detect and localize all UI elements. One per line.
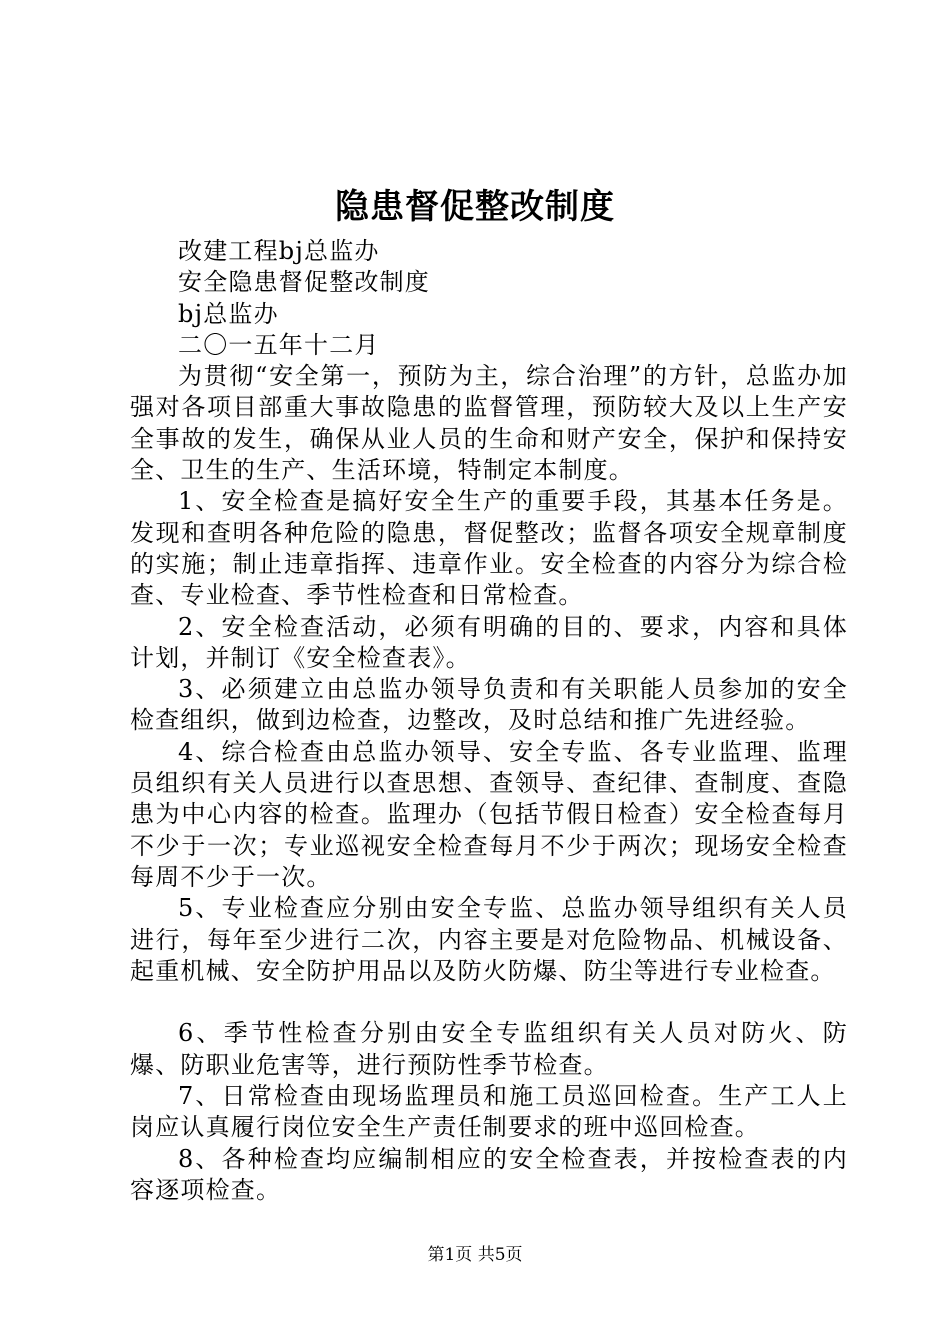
paragraph-item-8: 8、各种检查均应编制相应的安全检查表，并按检查表的内容逐项检查。 <box>130 1144 848 1204</box>
paragraph-item-3: 3、必须建立由总监办领导负责和有关职能人员参加的安全检查组织，做到边检查，边整改，及时总结和推广先进经验。 <box>130 675 848 735</box>
header-line-office: bj总监办 <box>178 299 279 328</box>
page-number-footer: 第1页 共5页 <box>427 1245 523 1265</box>
paragraph-item-2: 2、安全检查活动，必须有明确的目的、要求，内容和具体计划，并制订《安全检查表》。 <box>130 612 848 672</box>
document-title: 隐患督促整改制度 <box>335 187 615 227</box>
paragraph-item-5: 5、专业检查应分别由安全专监、总监办领导组织有关人员进行，每年至少进行二次，内容主要是对危险物品、机械设备、起重机械、安全防护用品以及防火防爆、防尘等进行专业检查。 <box>130 894 848 985</box>
paragraph-item-6: 6、季节性检查分别由安全专监组织有关人员对防火、防爆、防职业危害等，进行预防性季节检查。 <box>130 1019 848 1079</box>
paragraph-intro: 为贯彻“安全第一，预防为主，综合治理”的方针，总监办加强对各项目部重大事故隐患的监督管理，预防较大及以上生产安全事故的发生，确保从业人员的生命和财产安全，保护和保持安全、卫生的生产、生活环境，特制定本制度。 <box>130 362 848 485</box>
paragraph-item-7: 7、日常检查由现场监理员和施工员巡回检查。生产工人上岗应认真履行岗位安全生产责任制要求的班中巡回检查。 <box>130 1082 848 1142</box>
header-line-subject: 安全隐患督促整改制度 <box>178 268 430 297</box>
header-line-date: 二〇一五年十二月 <box>178 330 380 359</box>
paragraph-item-4: 4、综合检查由总监办领导、安全专监、各专业监理、监理员组织有关人员进行以查思想、查领导、查纪律、查制度、查隐患为中心内容的检查。监理办（包括节假日检查）安全检查每月不少于一次；专业巡视安全检查每月不少于两次；现场安全检查每周不少于一次。 <box>130 737 848 891</box>
header-line-project: 改建工程bj总监办 <box>178 237 380 265</box>
document-body <box>130 236 848 1206</box>
paragraph-item-1: 1、安全检查是搞好安全生产的重要手段，其基本任务是。发现和查明各种危险的隐患，督促整改；监督各项安全规章制度的实施；制止违章指挥、违章作业。安全检查的内容分为综合检查、专业检查、季节性检查和日常检查。 <box>130 487 848 610</box>
